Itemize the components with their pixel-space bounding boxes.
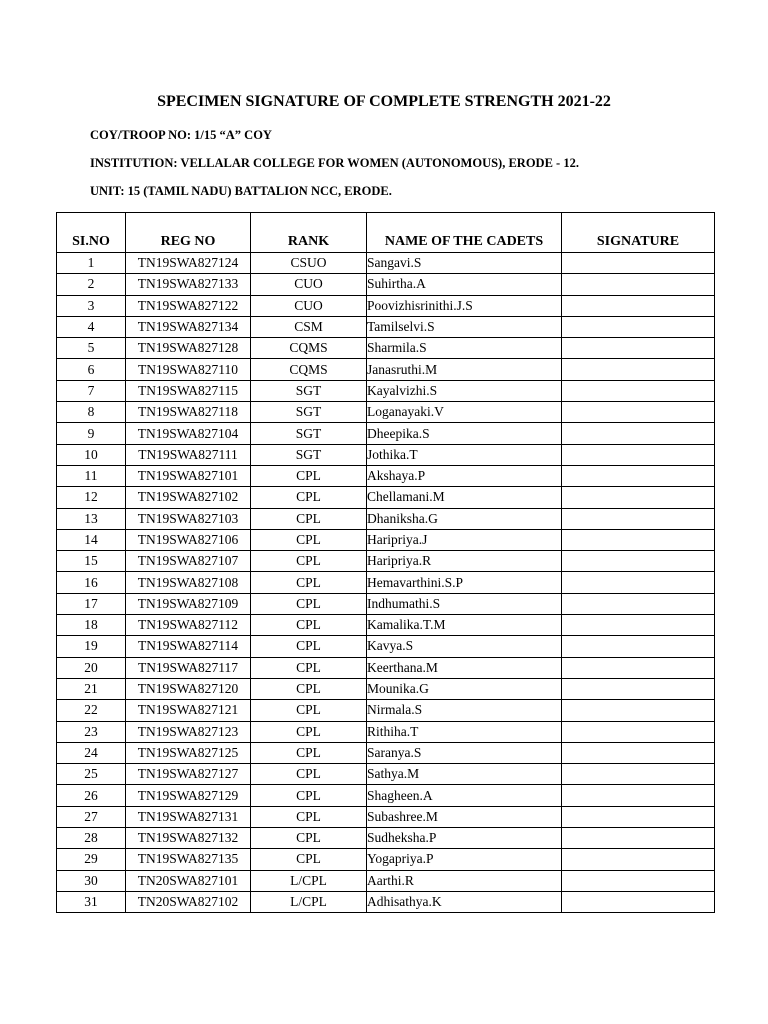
cell-reg-no: TN19SWA827106 [126, 529, 251, 550]
cell-rank: CPL [251, 849, 367, 870]
cell-signature [562, 380, 715, 401]
cell-sl-no: 12 [57, 487, 126, 508]
cell-signature [562, 828, 715, 849]
cell-signature [562, 423, 715, 444]
cell-cadet-name: Adhisathya.K [367, 891, 562, 912]
cell-sl-no: 28 [57, 828, 126, 849]
cell-signature [562, 402, 715, 423]
cell-rank: CPL [251, 572, 367, 593]
cell-cadet-name: Kayalvizhi.S [367, 380, 562, 401]
cell-reg-no: TN19SWA827132 [126, 828, 251, 849]
table-row [57, 316, 715, 337]
cell-sl-no: 2 [57, 274, 126, 295]
cell-cadet-name: Haripriya.R [367, 551, 562, 572]
cell-cadet-name: Indhumathi.S [367, 593, 562, 614]
cadet-signature-table [56, 212, 715, 913]
table-row [57, 593, 715, 614]
table-row [57, 870, 715, 891]
cell-reg-no: TN19SWA827122 [126, 295, 251, 316]
cell-rank: CPL [251, 764, 367, 785]
cell-rank: SGT [251, 423, 367, 444]
cell-rank: CPL [251, 657, 367, 678]
cell-reg-no: TN19SWA827128 [126, 338, 251, 359]
cell-rank: CPL [251, 678, 367, 699]
cell-sl-no: 26 [57, 785, 126, 806]
cell-reg-no: TN19SWA827123 [126, 721, 251, 742]
cell-reg-no: TN19SWA827135 [126, 849, 251, 870]
table-row [57, 551, 715, 572]
cell-sl-no: 5 [57, 338, 126, 359]
cell-sl-no: 9 [57, 423, 126, 444]
cell-reg-no: TN19SWA827111 [126, 444, 251, 465]
cell-sl-no: 22 [57, 700, 126, 721]
cell-rank: CPL [251, 615, 367, 636]
cell-cadet-name: Nirmala.S [367, 700, 562, 721]
cell-rank: CSM [251, 316, 367, 337]
table-row [57, 465, 715, 486]
cell-sl-no: 4 [57, 316, 126, 337]
cell-cadet-name: Sangavi.S [367, 253, 562, 274]
cell-reg-no: TN19SWA827103 [126, 508, 251, 529]
header-cadet-name: NAME OF THE CADETS [367, 213, 562, 253]
cell-reg-no: TN19SWA827110 [126, 359, 251, 380]
cell-rank: CPL [251, 806, 367, 827]
cell-cadet-name: Dheepika.S [367, 423, 562, 444]
cell-rank: CPL [251, 465, 367, 486]
table-row [57, 700, 715, 721]
table-row [57, 487, 715, 508]
cell-reg-no: TN19SWA827133 [126, 274, 251, 295]
cell-cadet-name: Jothika.T [367, 444, 562, 465]
cell-sl-no: 10 [57, 444, 126, 465]
cell-cadet-name: Dhaniksha.G [367, 508, 562, 529]
table-row [57, 828, 715, 849]
cell-sl-no: 23 [57, 721, 126, 742]
cell-signature [562, 657, 715, 678]
cell-sl-no: 14 [57, 529, 126, 550]
cell-reg-no: TN19SWA827127 [126, 764, 251, 785]
cell-signature [562, 316, 715, 337]
cell-cadet-name: Aarthi.R [367, 870, 562, 891]
cell-sl-no: 30 [57, 870, 126, 891]
cell-sl-no: 24 [57, 742, 126, 763]
cell-rank: CPL [251, 529, 367, 550]
cell-rank: CPL [251, 508, 367, 529]
cell-reg-no: TN19SWA827104 [126, 423, 251, 444]
cell-signature [562, 849, 715, 870]
cell-signature [562, 338, 715, 359]
cell-cadet-name: Shagheen.A [367, 785, 562, 806]
table-header-row [57, 213, 715, 253]
table-body [57, 253, 715, 913]
table-row [57, 402, 715, 423]
cell-sl-no: 27 [57, 806, 126, 827]
cell-signature [562, 678, 715, 699]
cell-cadet-name: Poovizhisrinithi.J.S [367, 295, 562, 316]
table-row [57, 338, 715, 359]
cell-reg-no: TN19SWA827121 [126, 700, 251, 721]
cell-sl-no: 20 [57, 657, 126, 678]
table-row [57, 572, 715, 593]
cell-reg-no: TN19SWA827131 [126, 806, 251, 827]
cell-signature [562, 700, 715, 721]
cell-reg-no: TN19SWA827107 [126, 551, 251, 572]
cell-rank: CQMS [251, 338, 367, 359]
cell-reg-no: TN19SWA827114 [126, 636, 251, 657]
cell-signature [562, 551, 715, 572]
cell-signature [562, 764, 715, 785]
table-row [57, 636, 715, 657]
cell-signature [562, 785, 715, 806]
cell-signature [562, 593, 715, 614]
page-title: SPECIMEN SIGNATURE OF COMPLETE STRENGTH 2021-22 [157, 93, 611, 110]
cell-reg-no: TN19SWA827108 [126, 572, 251, 593]
cell-signature [562, 721, 715, 742]
cell-cadet-name: Kavya.S [367, 636, 562, 657]
cell-signature [562, 359, 715, 380]
cell-sl-no: 6 [57, 359, 126, 380]
cell-cadet-name: Sudheksha.P [367, 828, 562, 849]
cell-cadet-name: Haripriya.J [367, 529, 562, 550]
cell-reg-no: TN19SWA827124 [126, 253, 251, 274]
unit-line: UNIT: 15 (TAMIL NADU) BATTALION NCC, ERODE. [90, 184, 392, 198]
cell-cadet-name: Saranya.S [367, 742, 562, 763]
cell-sl-no: 13 [57, 508, 126, 529]
cell-reg-no: TN19SWA827117 [126, 657, 251, 678]
table-row [57, 359, 715, 380]
cell-cadet-name: Mounika.G [367, 678, 562, 699]
cell-sl-no: 19 [57, 636, 126, 657]
cell-sl-no: 17 [57, 593, 126, 614]
table-row [57, 253, 715, 274]
header-reg-no: REG NO [126, 213, 251, 253]
cell-cadet-name: Tamilselvi.S [367, 316, 562, 337]
cell-cadet-name: Yogapriya.P [367, 849, 562, 870]
cell-rank: L/CPL [251, 870, 367, 891]
cell-signature [562, 253, 715, 274]
header-signature: SIGNATURE [562, 213, 715, 253]
cell-signature [562, 529, 715, 550]
cell-cadet-name: Subashree.M [367, 806, 562, 827]
cell-rank: CUO [251, 295, 367, 316]
cell-rank: L/CPL [251, 891, 367, 912]
cell-signature [562, 274, 715, 295]
cell-cadet-name: Hemavarthini.S.P [367, 572, 562, 593]
table-row [57, 508, 715, 529]
cell-sl-no: 11 [57, 465, 126, 486]
cell-cadet-name: Keerthana.M [367, 657, 562, 678]
table-row [57, 295, 715, 316]
cell-rank: SGT [251, 402, 367, 423]
table-row [57, 274, 715, 295]
cell-signature [562, 870, 715, 891]
cell-sl-no: 16 [57, 572, 126, 593]
cell-signature [562, 806, 715, 827]
cell-cadet-name: Sathya.M [367, 764, 562, 785]
cell-cadet-name: Sharmila.S [367, 338, 562, 359]
cell-rank: CPL [251, 742, 367, 763]
cell-signature [562, 742, 715, 763]
cell-rank: SGT [251, 444, 367, 465]
cell-sl-no: 29 [57, 849, 126, 870]
cell-cadet-name: Janasruthi.M [367, 359, 562, 380]
cell-signature [562, 636, 715, 657]
cell-sl-no: 8 [57, 402, 126, 423]
cell-rank: CUO [251, 274, 367, 295]
cell-rank: CPL [251, 828, 367, 849]
cell-reg-no: TN20SWA827101 [126, 870, 251, 891]
cell-signature [562, 508, 715, 529]
cell-cadet-name: Suhirtha.A [367, 274, 562, 295]
cell-sl-no: 31 [57, 891, 126, 912]
cell-reg-no: TN19SWA827102 [126, 487, 251, 508]
coy-troop-line: COY/TROOP NO: 1/15 “A” COY [90, 128, 272, 142]
cell-reg-no: TN19SWA827101 [126, 465, 251, 486]
table-row [57, 380, 715, 401]
cell-signature [562, 465, 715, 486]
table-row [57, 721, 715, 742]
cell-rank: CPL [251, 636, 367, 657]
cell-sl-no: 18 [57, 615, 126, 636]
table-row [57, 657, 715, 678]
cell-rank: CPL [251, 700, 367, 721]
table-row [57, 444, 715, 465]
cell-rank: SGT [251, 380, 367, 401]
table-row [57, 529, 715, 550]
cell-sl-no: 15 [57, 551, 126, 572]
table-row [57, 785, 715, 806]
cell-sl-no: 1 [57, 253, 126, 274]
cell-sl-no: 25 [57, 764, 126, 785]
cell-sl-no: 21 [57, 678, 126, 699]
cell-signature [562, 487, 715, 508]
cell-reg-no: TN20SWA827102 [126, 891, 251, 912]
institution-line: INSTITUTION: VELLALAR COLLEGE FOR WOMEN (AUTONOMOUS), ERODE - 12. [90, 156, 579, 170]
cell-cadet-name: Akshaya.P [367, 465, 562, 486]
cell-rank: CQMS [251, 359, 367, 380]
table-row [57, 742, 715, 763]
cell-signature [562, 572, 715, 593]
cell-rank: CPL [251, 487, 367, 508]
table-row [57, 423, 715, 444]
cell-reg-no: TN19SWA827134 [126, 316, 251, 337]
table-row [57, 806, 715, 827]
cell-cadet-name: Kamalika.T.M [367, 615, 562, 636]
cell-signature [562, 295, 715, 316]
cell-signature [562, 444, 715, 465]
cell-reg-no: TN19SWA827125 [126, 742, 251, 763]
table-row [57, 849, 715, 870]
header-sl-no: SI.NO [57, 213, 126, 253]
cell-rank: CPL [251, 593, 367, 614]
table-row [57, 891, 715, 912]
cell-sl-no: 3 [57, 295, 126, 316]
table-row [57, 764, 715, 785]
header-rank: RANK [251, 213, 367, 253]
cell-rank: CPL [251, 785, 367, 806]
cell-reg-no: TN19SWA827118 [126, 402, 251, 423]
table-row [57, 615, 715, 636]
cell-reg-no: TN19SWA827120 [126, 678, 251, 699]
cell-signature [562, 615, 715, 636]
cell-cadet-name: Loganayaki.V [367, 402, 562, 423]
cell-reg-no: TN19SWA827115 [126, 380, 251, 401]
cell-reg-no: TN19SWA827129 [126, 785, 251, 806]
cell-rank: CSUO [251, 253, 367, 274]
cell-reg-no: TN19SWA827109 [126, 593, 251, 614]
cell-cadet-name: Chellamani.M [367, 487, 562, 508]
cell-rank: CPL [251, 551, 367, 572]
table-row [57, 678, 715, 699]
cell-reg-no: TN19SWA827112 [126, 615, 251, 636]
cell-rank: CPL [251, 721, 367, 742]
cell-sl-no: 7 [57, 380, 126, 401]
cell-cadet-name: Rithiha.T [367, 721, 562, 742]
cell-signature [562, 891, 715, 912]
